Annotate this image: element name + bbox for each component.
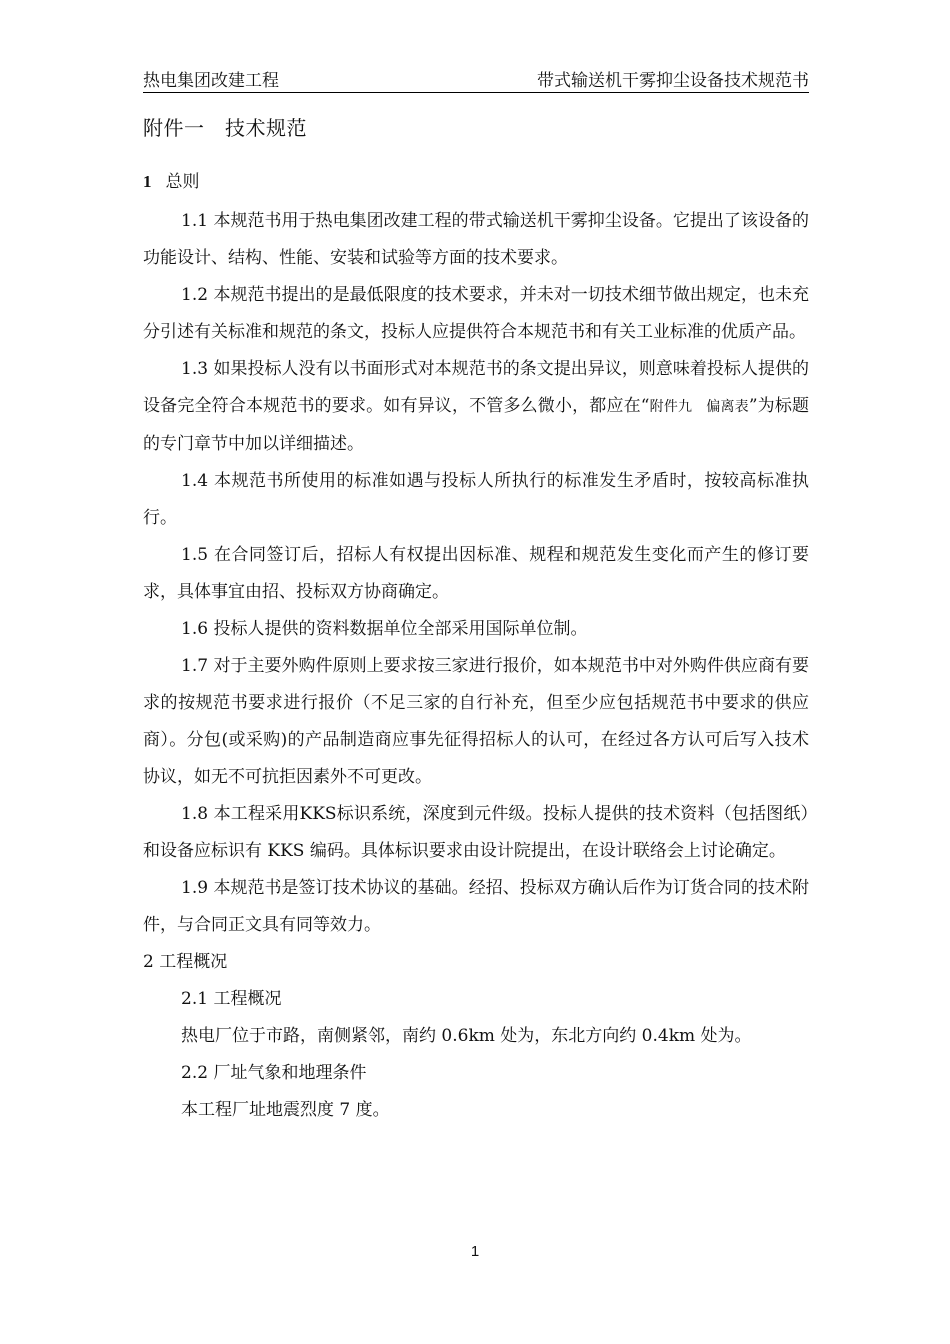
clause-1-1: 1.1 本规范书用于热电集团改建工程的带式输送机干雾抑尘设备。它提出了该设备的功能设计、结构、性能、安装和试验等方面的技术要求。 [143,211,809,268]
page-header [143,62,809,93]
section-2-heading: 2 工程概况 [143,952,228,972]
subsection-2-1-text: 热电厂位于市路，南侧紧邻，南约 0.6km 处为，东北方向约 0.4km 处为。 [181,1026,752,1046]
subsection-2-2-heading: 2.2 厂址气象和地理条件 [181,1063,367,1083]
section-1-title: 总则 [165,172,200,192]
page-number: 1 [470,1243,480,1260]
subsection-2-2-text: 本工程厂址地震烈度 7 度。 [181,1100,390,1120]
section-1-heading [143,167,809,197]
clause-1-2: 1.2 本规范书提出的是最低限度的技术要求，并未对一切技术细节做出规定，也未充分引述有关标准和规范的条文，投标人应提供符合本规范书和有关工业标准的优质产品。 [143,285,809,342]
clause-1-7: 1.7 对于主要外购件原则上要求按三家进行报价，如本规范书中对外购件供应商有要求的按规范书要求进行报价（不足三家的自行补充，但至少应包括规范书中要求的供应商）。分包(或采购)的产品制造商应事先征得招标人的认可，在经过各方认可后写入技术协议，如无不可抗拒因素外不可更改。 [143,656,809,787]
clause-1-6: 1.6 投标人提供的资料数据单位全部采用国际单位制。 [181,619,588,639]
page-title: 附件一 技术规范 [143,116,307,140]
clause-1-3 [143,351,809,463]
clause-1-3-tail: ”为标题的专门章节中加以详细描述。 [143,396,809,454]
header-document-name: 带式输送机干雾抑尘设备技术规范书 [537,71,809,91]
document-body [143,108,809,1129]
clause-1-9: 1.9 本规范书是签订技术协议的基础。经招、投标双方确认后作为订货合同的技术附件，与合同正文具有同等效力。 [143,878,809,935]
clause-1-5: 1.5 在合同签订后，招标人有权提出因标准、规程和规范发生变化而产生的修订要求，具体事宜由招、投标双方协商确定。 [143,545,809,602]
subsection-2-1-heading: 2.1 工程概况 [181,989,282,1009]
clause-1-4: 1.4 本规范书所使用的标准如遇与投标人所执行的标准发生矛盾时，按较高标准执行。 [143,471,809,528]
header-project-name: 热电集团改建工程 [143,71,279,91]
clause-1-3-text: 1.3 如果投标人没有以书面形式对本规范书的条文提出异议，则意味着投标人提供的设备完全符合本规范书的要求。如有异议，不管多么微小，都应在“ [143,359,809,416]
clause-1-3-reference: 附件九 偏离表 [649,399,749,415]
clause-1-8: 1.8 本工程采用KKS标识系统，深度到元件级。投标人提供的技术资料（包括图纸）和设备应标识有 KKS 编码。具体标识要求由设计院提出，在设计联络会上讨论确定。 [143,804,809,861]
section-1-number: 1 [143,172,152,191]
